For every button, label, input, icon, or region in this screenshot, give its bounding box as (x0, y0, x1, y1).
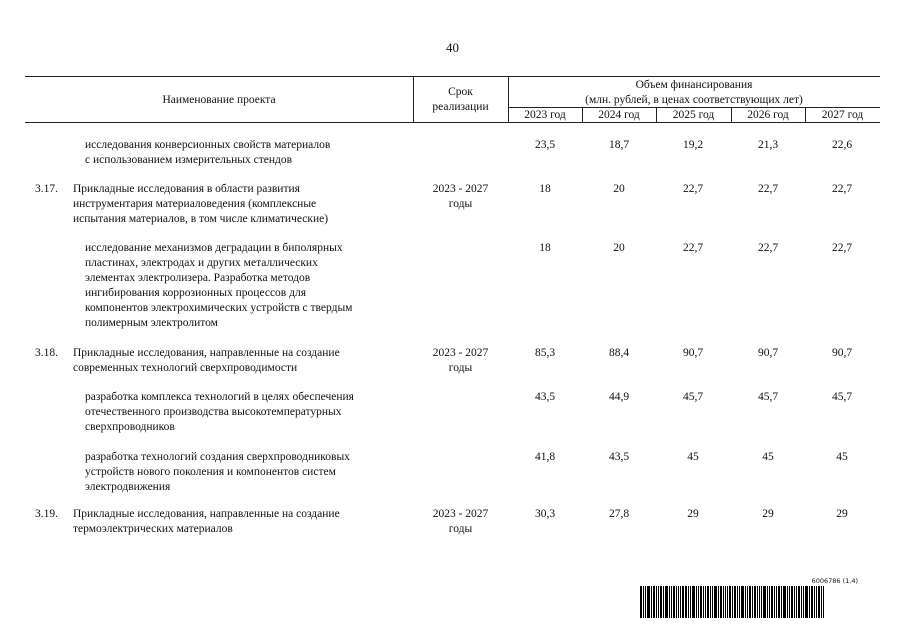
barcode-bar (727, 586, 728, 618)
barcode-bar (754, 586, 756, 618)
document-barcode (640, 577, 858, 618)
barcode-bar (698, 586, 699, 618)
barcode-bar (809, 586, 810, 618)
barcode-bar (705, 586, 706, 618)
row-1-2024: 20 (613, 183, 625, 195)
barcode-bar (818, 586, 820, 618)
barcode-bar (676, 586, 677, 618)
row-1-text: Прикладные исследования в области развития инструментария материаловедения (комплексные испытания материалов, в том числе климатические) (73, 183, 329, 225)
barcode-bar (718, 586, 719, 618)
row-0-2023: 23,5 (534, 139, 556, 151)
row-2-2026: 22,7 (757, 242, 779, 254)
barcode-caption: 6006786 (1.4) (811, 577, 858, 585)
barcode-bar (757, 586, 758, 618)
row-1-index: 3.17. (35, 183, 58, 195)
barcode-bar (714, 586, 717, 618)
header-funding-title: Объем финансирования (635, 79, 753, 91)
barcode-bar (801, 586, 802, 618)
row-2-2023: 18 (539, 242, 551, 254)
header-project-name: Наименование проекта (162, 94, 276, 106)
barcode-bar (640, 586, 642, 618)
row-4-2026: 45,7 (757, 391, 779, 403)
barcode-bar (663, 586, 664, 618)
barcode-bar (651, 586, 652, 618)
barcode-bar (734, 586, 736, 618)
row-0-2026: 21,3 (757, 139, 779, 151)
barcode-bar (656, 586, 657, 618)
row-5-2026: 45 (762, 451, 774, 463)
barcode-bar (669, 586, 670, 618)
barcode-bar (647, 586, 650, 618)
row-6-2027: 29 (836, 508, 848, 520)
row-2-2024: 20 (613, 242, 625, 254)
barcode-bar (769, 586, 770, 618)
barcode-bar (720, 586, 722, 618)
row-5-2027: 45 (836, 451, 848, 463)
row-4-text: разработка комплекса технологий в целях обеспечения отечественного производства высокотемпературных сверхпроводников (85, 391, 354, 433)
barcode-bar (749, 586, 751, 618)
barcode-bar (700, 586, 702, 618)
barcode-bar (763, 586, 766, 618)
header-year-2027: 2027 год (821, 109, 864, 121)
barcode-bar (660, 586, 662, 618)
barcode-bar (789, 586, 790, 618)
barcode-bar (712, 586, 713, 618)
header-term: Срок реализации (432, 86, 489, 113)
barcode-bar (805, 586, 808, 618)
row-2-text: исследование механизмов деградации в биполярных пластинах, электродах и других металлических элементах электролизера. Разработка методов ингибирования коррозионных процессов для компонентов электрохимических устройств с твердым полимерным электролитом (85, 242, 353, 329)
header-funding-subtitle: (млн. рублей, в ценах соответствующих лет) (585, 94, 803, 106)
barcode-bar (814, 586, 815, 618)
barcode-bar (645, 586, 646, 618)
header-year-2025: 2025 год (672, 109, 715, 121)
row-2-2027: 22,7 (831, 242, 853, 254)
barcode-bar (776, 586, 777, 618)
barcode-bar (729, 586, 731, 618)
barcode-bar (747, 586, 748, 618)
row-0-2025: 19,2 (682, 139, 704, 151)
barcode-bar (658, 586, 659, 618)
barcode-bar (723, 586, 724, 618)
row-0-2024: 18,7 (608, 139, 630, 151)
row-4-2023: 43,5 (534, 391, 556, 403)
row-2-2025: 22,7 (682, 242, 704, 254)
barcode-bar (643, 586, 644, 618)
barcode-bar (823, 586, 824, 618)
barcode-bar (745, 586, 746, 618)
barcode-bar (767, 586, 768, 618)
barcode-bar (759, 586, 760, 618)
barcode-bar (752, 586, 753, 618)
row-0-text: исследования конверсионных свойств материалов с использованием измерительных стендов (85, 139, 331, 166)
barcode-bar (685, 586, 687, 618)
barcode-bar (678, 586, 679, 618)
barcode-bar (741, 586, 744, 618)
barcode-bar (739, 586, 740, 618)
barcode-bar (787, 586, 788, 618)
barcode-bar (710, 586, 711, 618)
page-number: 40 (446, 40, 459, 55)
barcode-bar (816, 586, 817, 618)
barcode-bar (781, 586, 782, 618)
barcode-bar (671, 586, 672, 618)
barcode-bar (682, 586, 684, 618)
barcode-bar (653, 586, 655, 618)
row-5-2024: 43,5 (608, 451, 630, 463)
row-3-2026: 90,7 (757, 347, 779, 359)
barcode-bar (703, 586, 704, 618)
header-year-2023: 2023 год (524, 109, 566, 121)
barcode-bar (690, 586, 691, 618)
row-6-text: Прикладные исследования, направленные на создание термоэлектрических материалов (73, 508, 340, 535)
row-1-2025: 22,7 (682, 183, 704, 195)
row-4-2027: 45,7 (831, 391, 853, 403)
row-4-2025: 45,7 (682, 391, 704, 403)
barcode-bar (783, 586, 786, 618)
row-3-2023: 85,3 (534, 347, 556, 359)
row-6-2025: 29 (687, 508, 699, 520)
row-3-2024: 88,4 (608, 347, 630, 359)
row-1-2027: 22,7 (831, 183, 853, 195)
barcode-bar (696, 586, 697, 618)
barcode-bar (796, 586, 797, 618)
barcode-bar (761, 586, 762, 618)
row-6-index: 3.19. (35, 508, 58, 520)
row-4-2024: 44,9 (608, 391, 630, 403)
barcode-bar (732, 586, 733, 618)
barcode-bar (692, 586, 695, 618)
row-0-2027: 22,6 (831, 139, 853, 151)
row-5-2023: 41,8 (534, 451, 556, 463)
barcode-bar (774, 586, 775, 618)
barcode-bar (821, 586, 822, 618)
barcode-bar (688, 586, 689, 618)
row-3-term: 2023 - 2027 годы (432, 347, 489, 374)
row-6-2026: 29 (762, 508, 774, 520)
barcode-bar (737, 586, 738, 618)
barcode-bar (725, 586, 726, 618)
row-3-text: Прикладные исследования, направленные на создание современных технологий сверхпроводимости (73, 347, 340, 374)
row-6-2024: 27,8 (608, 508, 630, 520)
row-6-term: 2023 - 2027 годы (432, 508, 489, 535)
barcode-bar (673, 586, 675, 618)
row-6-2023: 30,3 (534, 508, 556, 520)
barcode-bar (791, 586, 793, 618)
table-top-rule (25, 76, 880, 77)
header-year-2026: 2026 год (747, 109, 789, 121)
barcode-bar (803, 586, 804, 618)
row-1-2026: 22,7 (757, 183, 779, 195)
barcode-bars (640, 586, 858, 618)
row-3-2025: 90,7 (682, 347, 704, 359)
barcode-bar (665, 586, 668, 618)
header-year-2024: 2024 год (598, 109, 640, 121)
row-1-2023: 18 (539, 183, 551, 195)
barcode-bar (707, 586, 709, 618)
row-5-2025: 45 (687, 451, 699, 463)
barcode-bar (794, 586, 795, 618)
row-1-term: 2023 - 2027 годы (432, 183, 489, 210)
row-3-2027: 90,7 (831, 347, 853, 359)
barcode-bar (771, 586, 773, 618)
row-5-text: разработка технологий создания сверхпроводниковых устройств нового поколения и компонентов систем электродвижения (85, 451, 350, 493)
row-3-index: 3.18. (35, 347, 58, 359)
barcode-bar (798, 586, 800, 618)
barcode-bar (778, 586, 780, 618)
barcode-bar (680, 586, 681, 618)
barcode-bar (811, 586, 813, 618)
